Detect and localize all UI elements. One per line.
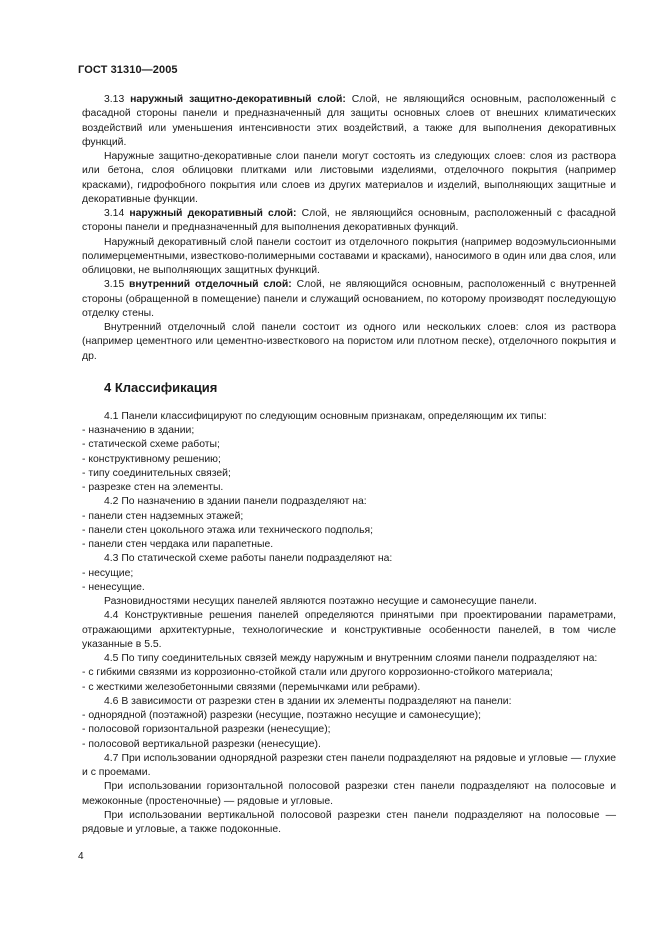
clause-number: 3.13 bbox=[104, 94, 131, 105]
list-item: - однорядной (поэтажной) разрезки (несущие, поэтажно несущие и самонесущие); bbox=[82, 710, 481, 721]
paragraph: При использовании горизонтальной полосовой разрезки стен панели подразделяют на полосовые и межоконные (простеночные) — рядовые и угловые. bbox=[82, 781, 616, 807]
paragraph-3-13 bbox=[82, 93, 616, 150]
paragraph: 4.5 По типу соединительных связей между наружным и внутренним слоями панели подразделяют на: bbox=[104, 653, 598, 664]
paragraph: Наружный декоративный слой панели состоит из отделочного покрытия (например водоэмульсионными полимерцементными, известково-полимерными составами и красками), наносимого в один или два слоя, или облицовки, не выполняющих защитных функций. bbox=[82, 236, 616, 276]
paragraph-text: Слой, не являющийся основным, расположенный с внутренней стороны (обращенной в помещение) панели и служащий основанием, по которому производят последующую отделку стены. bbox=[82, 279, 616, 319]
paragraph: Внутренний отделочный слой панели состоит из одного или нескольких слоев: слоя из раствора (например цементного или цементно-известкового на пористом или плотном песке), отделочного покрытия и др. bbox=[82, 322, 616, 362]
clause-number: 3.14 bbox=[104, 208, 130, 219]
page-body bbox=[82, 93, 616, 837]
paragraph-text: Слой, не являющийся основным, расположенный с фасадной стороны панели и предназначенный для защиты основных слоев от внешних климатических воздействий или уменьшения интенсивности этих воздействий, а также для выполнения декоративных функций. bbox=[82, 94, 616, 148]
paragraph-3-15 bbox=[82, 278, 616, 321]
page-number: 4 bbox=[78, 851, 84, 862]
paragraph-text: Слой, не являющийся основным, расположенный с фасадной стороны панели и предназначенный для выполнения декоративных функций. bbox=[82, 208, 616, 234]
section-title: 4 Классификация bbox=[104, 379, 218, 395]
list-item: - конструктивному решению; bbox=[82, 453, 221, 465]
term-heading: наружный защитно-декоративный слой: bbox=[130, 94, 346, 105]
term-heading: внутренний отделочный слой: bbox=[129, 279, 292, 291]
term-heading: наружный декоративный слой: bbox=[129, 208, 297, 219]
list-item: - типу соединительных связей; bbox=[82, 467, 231, 479]
list-item: - панели стен надземных этажей; bbox=[82, 510, 244, 522]
paragraph: 4.1 Панели классифицируют по следующим основным признакам, определяющим их типы: bbox=[104, 410, 547, 422]
paragraph: 4.4 Конструктивные решения панелей определяются принятыми при проектировании параметрами, отражающими архитектурные, технологические и конструктивные особенности панелей, в том числе указанные в 5.5. bbox=[82, 610, 616, 650]
paragraph: Разновидностями несущих панелей являются поэтажно несущие и самонесущие панели. bbox=[104, 596, 537, 607]
list-item: - несущие; bbox=[82, 567, 134, 579]
paragraph: При использовании вертикальной полосовой разрезки стен панели подразделяют на полосовые — рядовые и угловые, а также подоконные. bbox=[82, 809, 616, 835]
list-item: - полосовой горизонтальной разрезки (ненесущие); bbox=[82, 724, 331, 736]
list-item: - ненесущие. bbox=[82, 581, 145, 593]
paragraph-3-14 bbox=[82, 207, 616, 236]
document-header: ГОСТ 31310—2005 bbox=[78, 64, 178, 76]
paragraph: 4.2 По назначению в здании панели подразделяют на: bbox=[104, 496, 367, 508]
paragraph: 4.7 При использовании однорядной разрезки стен панели подразделяют на рядовые и угловые — глухие и с проемами. bbox=[82, 752, 616, 778]
list-item: - разрезке стен на элементы. bbox=[82, 482, 224, 493]
list-item: - панели стен цокольного этажа или технического подполья; bbox=[82, 524, 374, 536]
paragraph: Наружные защитно-декоративные слои панели могут состоять из следующих слоев: слоя из раствора или бетона, слоя облицовки плитками или листовыми изделиями, отделочного покрытия (например красками), гидрофобного покрытия или слоев из других материалов и изделий, выполняющих защитные и декоративные функции. bbox=[82, 151, 616, 205]
paragraph: 4.3 По статической схеме работы панели подразделяют на: bbox=[104, 553, 393, 565]
list-item: - с гибкими связями из коррозионно-стойкой стали или другого коррозионно-стойкого материала; bbox=[82, 667, 553, 679]
paragraph: 4.6 В зависимости от разрезки стен в здании их элементы подразделяют на панели: bbox=[104, 695, 512, 707]
list-item: - назначению в здании; bbox=[82, 425, 195, 436]
list-item: - панели стен чердака или парапетные. bbox=[82, 539, 274, 550]
clause-number: 3.15 bbox=[104, 279, 130, 291]
list-item: - с жесткими железобетонными связями (перемычками или ребрами). bbox=[82, 681, 421, 693]
list-item: - статической схеме работы; bbox=[82, 439, 220, 451]
list-item: - полосовой вертикальной разрезки (ненесущие). bbox=[82, 738, 321, 750]
